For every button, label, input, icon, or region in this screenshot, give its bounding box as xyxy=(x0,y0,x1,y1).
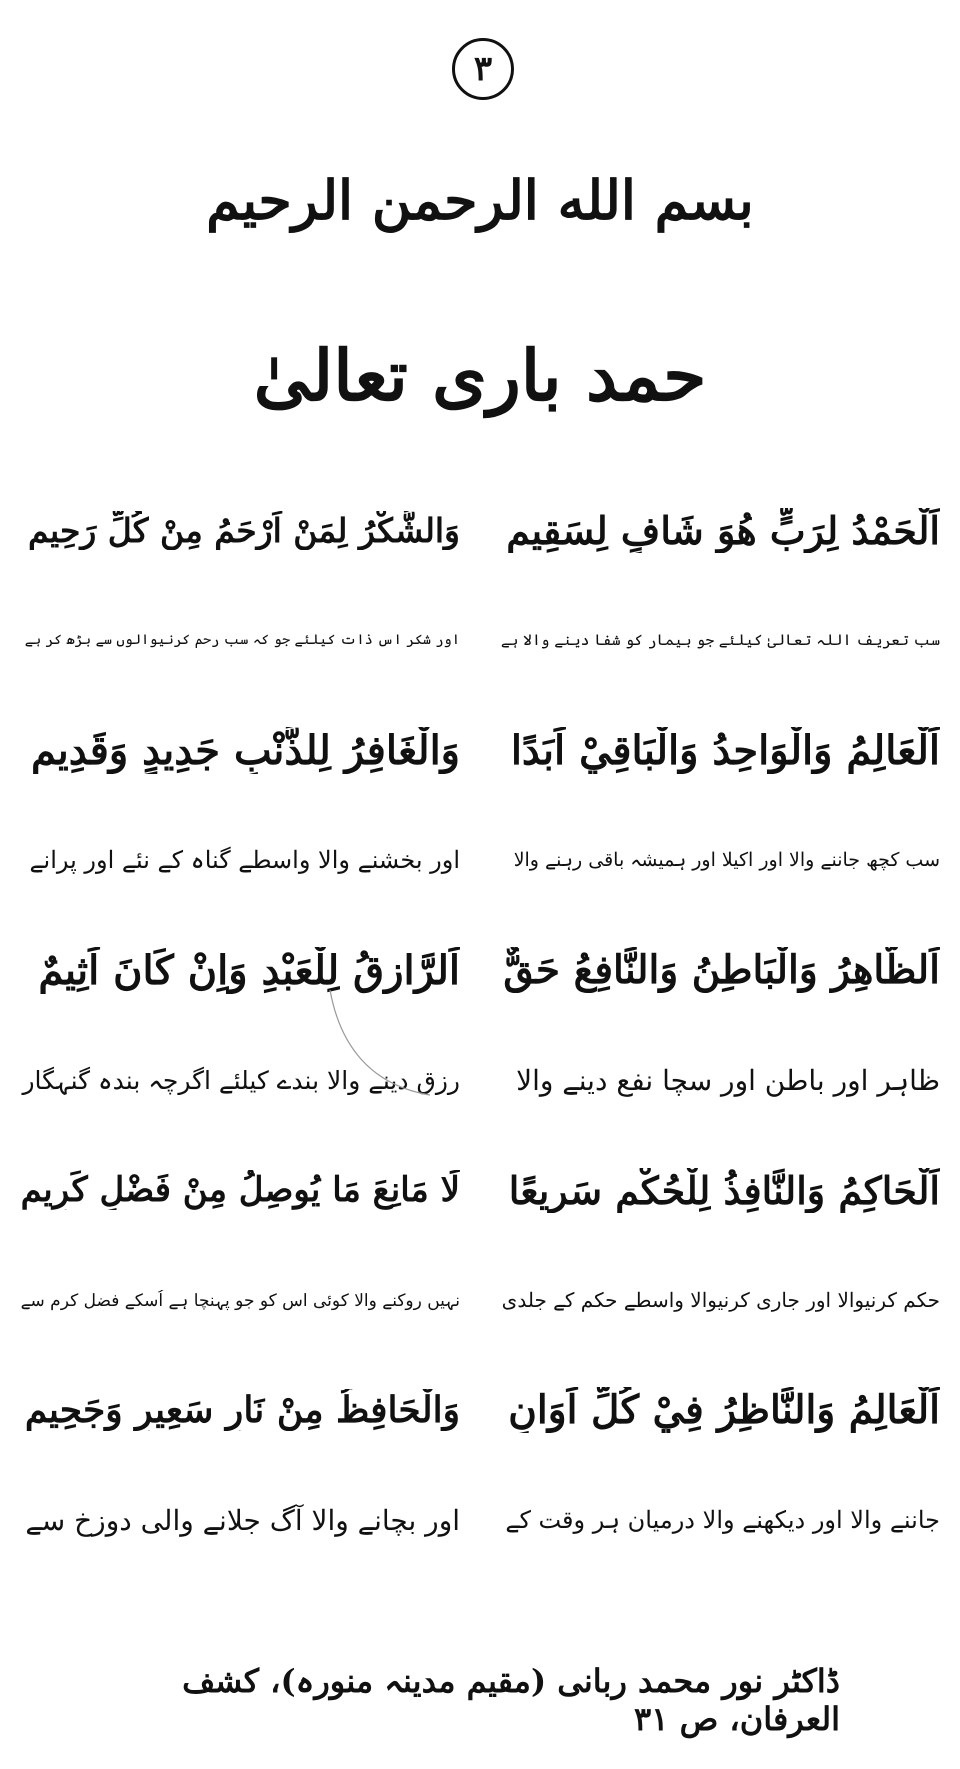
arabic-verse-row xyxy=(20,1130,940,1250)
urdu-translation-right: حکم کرنیوالا اور جاری کرنیوالا واسطے حکم کے جلدی xyxy=(501,1288,940,1312)
arabic-hemistich-left: وَالْغَافِرُ لِلذَّنْبِ جَدِيدٍ وَقَدِيمٍ xyxy=(31,726,460,774)
arabic-hemistich-right: اَلظَّاهِرُ وَالْبَاطِنُ وَالنَّافِعُ حَقٌّ xyxy=(503,947,940,993)
urdu-translation-right: ظاہر اور باطن اور سچا نفع دینے والا xyxy=(516,1063,940,1097)
page-number-badge xyxy=(452,38,514,100)
urdu-translation-row xyxy=(20,1470,940,1570)
arabic-hemistich-left: اَلرَّازِقُ لِلْعَبْدِ وَاِنْ كَانَ اَثِيمٌ xyxy=(38,946,460,994)
bismillah-calligraphy: بسم الله الرحمن الرحيم xyxy=(206,168,754,232)
urdu-translation-left: اور بچانے والا آگ جلانے والی دوزخ سے xyxy=(25,1503,460,1537)
urdu-translation-left: اور بخشنے والا واسطے گناہ کے نئے اور پرانے xyxy=(29,846,460,874)
urdu-translation-left: رزق دینے والا بندے کیلئے اگرچہ بندہ گنہگار xyxy=(22,1065,460,1095)
arabic-hemistich-left: وَالشُّكْرُ لِمَنْ اَرْحَمُ مِنْ كُلِّ رَحِيمٍ xyxy=(28,510,460,550)
arabic-verse-row xyxy=(20,470,940,590)
urdu-translation-right: سب کچھ جاننے والا اور اکیلا اور ہمیشہ باقی رہنے والا xyxy=(513,849,940,871)
poem-grid xyxy=(20,470,940,1570)
urdu-translation-left: اور شکر اس ذات کیلئے جو کہ سب رحم کرنیوالوں سے بڑھ کر ہے xyxy=(24,632,460,648)
urdu-translation-row xyxy=(20,1250,940,1350)
urdu-translation-right: سب تعریف اللہ تعالیٰ کیلئے جو بیمار کو شفا دینے والا ہے xyxy=(500,631,940,649)
urdu-translation-row xyxy=(20,1030,940,1130)
urdu-translation-row xyxy=(20,810,940,910)
arabic-hemistich-right: اَلْحَاكِمُ وَالنَّافِذُ لِلْحُكْمِ سَرِيعًا xyxy=(508,1167,940,1213)
arabic-verse-row xyxy=(20,1350,940,1470)
arabic-hemistich-right: اَلْعَالِمُ وَالنَّاظِرُ فِيْ كُلِّ اَوَانٍ xyxy=(508,1387,940,1433)
arabic-hemistich-right: اَلْحَمْدُ لِرَبٍّ هُوَ شَافٍ لِسَقِيمٍ xyxy=(506,507,940,553)
arabic-hemistich-left: لَا مَانِعَ مَا يُوصِلُ مِنْ فَضْلٍ كَرِيمٍ xyxy=(20,1170,460,1210)
urdu-translation-left: نہیں روکنے والا کوئی اس کو جو پہنچا ہے اُسکے فضل کرم سے xyxy=(20,1290,460,1311)
page-number: ٣ xyxy=(473,49,493,89)
urdu-translation-right: جاننے والا اور دیکھنے والا درمیان ہر وقت کے xyxy=(505,1506,940,1534)
page-title: حمد باری تعالیٰ xyxy=(253,333,707,417)
citation-footer: ڈاکٹر نور محمد ربانی (مقیم مدینہ منورہ)، کشف العرفان، ص ۳۱ xyxy=(182,1662,840,1738)
arabic-hemistich-left: وَالْحَافِظُ مِنْ نَارٍ سَعِيرٍ وَجَحِيمٍ xyxy=(24,1389,460,1431)
arabic-verse-row xyxy=(20,690,940,810)
urdu-translation-row xyxy=(20,590,940,690)
arabic-verse-row xyxy=(20,910,940,1030)
arabic-hemistich-right: اَلْعَالِمُ وَالْوَاحِدُ وَالْبَاقِيْ اَبَدًا xyxy=(510,726,940,774)
